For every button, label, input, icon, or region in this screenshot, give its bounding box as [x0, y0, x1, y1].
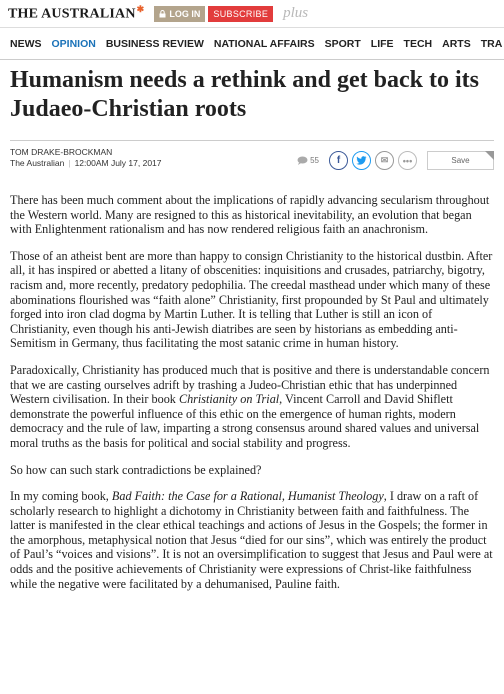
nav-item-national-affairs[interactable]: NATIONAL AFFAIRS	[213, 37, 315, 50]
timestamp: 12:00AM July 17, 2017	[74, 158, 162, 168]
nav-item-business-review[interactable]: BUSINESS REVIEW	[105, 37, 204, 50]
nav-item-tech[interactable]: TECH	[403, 37, 433, 50]
book-title: Christianity on Trial	[178, 392, 280, 407]
twitter-share-button[interactable]	[352, 151, 371, 170]
more-icon: •••	[402, 155, 413, 166]
lock-icon	[159, 10, 166, 18]
save-label: Save	[451, 156, 470, 165]
comment-icon	[297, 156, 308, 165]
login-label: LOG IN	[169, 8, 201, 19]
paragraph-text: , Vincent Carroll and David Shiflett demonstrate the powerful influence of this ethic on the emergence of human rights, modern democracy and the rule of law, imparting a strong consensus around shared values and universal moral truths as the basis for political and social stability and progress.	[10, 392, 480, 450]
email-icon: ✉	[380, 155, 389, 165]
comment-count: 55	[310, 156, 319, 165]
login-button[interactable]	[154, 6, 205, 22]
article-meta	[10, 145, 494, 181]
article-paragraph	[10, 249, 494, 351]
masthead-logo[interactable]: THE AUSTRALIAN✱	[8, 4, 145, 22]
article-headline: Humanism needs a rethink and get back to its Judaeo-Christian roots	[10, 67, 479, 122]
article-paragraph	[10, 489, 494, 591]
paragraph-text: There has been much comment about the implications of rapidly advancing secularism throughout the Western world. Many are resigned to this as historical inevitability, an evolution that began with Enlightenment rationalism and has now rendered religious faith an anachronism.	[10, 193, 490, 237]
article-paragraph	[10, 363, 494, 451]
publication-name: The Australian	[10, 158, 65, 168]
save-corner-icon	[485, 151, 494, 160]
star-icon: ✱	[136, 4, 145, 15]
paragraph-text: In my coming book,	[10, 489, 112, 504]
facebook-icon: f	[336, 155, 341, 166]
share-bar	[297, 151, 494, 170]
section-nav	[0, 28, 504, 60]
twitter-icon	[356, 156, 367, 165]
nav-item-travel[interactable]: TRA	[480, 37, 503, 50]
paragraph-text: Paradoxically, Christianity has produced much that is positive and there is understandable concern that we are casting ourselves adrift by trashing a Judeo-Christian ethic that has underpinned Western civilisation. In their book	[10, 362, 490, 407]
article-body	[10, 193, 494, 591]
publication-line: The Australian | 12:00AM July 17, 2017	[10, 158, 162, 168]
paragraph-text: Those of an atheist bent are more than happy to consign Christianity to the historical dustbin. After all, it has inspired or abetted a litany of obscenities: inquisitions and crusades, patriarchy, bigotry, racism and, more recently, predatory pedophilia. The creedal masthead under which many of these abominations flourished was “faith alone” Christianity, first propounded by St Paul and ultimately forged into iron clad dogma by Martin Luther. It is telling that Luther is still an icon of Christianity, even though his anti-Jewish diatribes are seen by historians as embedding anti-Semitism in Germany, thus facilitating the most satanic crime in human history.	[10, 248, 493, 351]
article-paragraph	[10, 193, 494, 237]
author-byline[interactable]: TOM DRAKE-BROCKMAN	[10, 147, 113, 157]
facebook-share-button[interactable]	[329, 151, 348, 170]
email-share-button[interactable]	[375, 151, 394, 170]
nav-item-opinion[interactable]: OPINION	[51, 37, 96, 50]
subscribe-button[interactable]: SUBSCRIBE	[208, 6, 273, 22]
book-title: Bad Faith: the Case for a Rational, Humanist Theology	[111, 489, 384, 504]
plus-logo[interactable]: plus	[283, 5, 309, 21]
nav-item-life[interactable]: LIFE	[370, 37, 394, 50]
paragraph-text: So how can such stark contradictions be explained?	[10, 462, 262, 477]
nav-item-sport[interactable]: SPORT	[324, 37, 361, 50]
top-bar	[0, 0, 504, 28]
paragraph-text: , I draw on a raft of scholarly research to highlight a dichotomy in Christianity between faith and faithfulness. The latter is manifested in the clear ethical teachings and actions of Jesus in the Gospels; the former in the amorphous, metaphysical notion that Jesus “died for our sins”, which was entirely the product of Paul’s “voices and visions”. It is not an oversimplification to suggest that Jesus and Paul were at odds and the positive achievements of Christianity were expressions of Christ-like faithfulness while the negative were facilitated by a dehumanised, Pauline faith.	[10, 489, 493, 591]
comments-link[interactable]	[297, 156, 319, 165]
save-button[interactable]	[427, 151, 494, 170]
divider	[10, 140, 494, 141]
nav-item-news[interactable]: NEWS	[10, 37, 42, 50]
more-share-button[interactable]	[398, 151, 417, 170]
article-paragraph	[10, 463, 494, 478]
nav-item-arts[interactable]: ARTS	[442, 37, 471, 50]
